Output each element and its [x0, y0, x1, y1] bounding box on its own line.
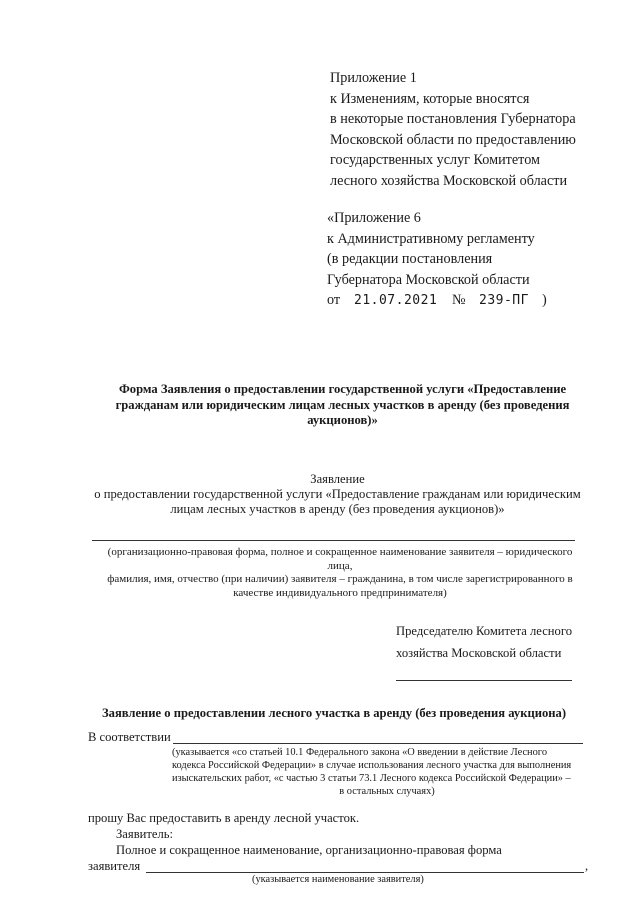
form-title-line: гражданам или юридическим лицам лесных участков в аренду (без проведения [115, 397, 570, 412]
appendix-1-line: лесного хозяйства Московской области [330, 172, 568, 189]
applicant-name-blank-line[interactable] [146, 872, 584, 873]
close-paren: ) [542, 292, 547, 308]
accordance-hint-line: изыскательских работ, «с частью 3 статьи 73.1 Лесного кодекса Российской Федерации» – [172, 773, 571, 784]
appendix-1-line: государственных услуг Комитетом [330, 152, 540, 168]
applicant-field-end: , [585, 859, 589, 873]
appendix-6-line: к Административному регламенту [327, 230, 535, 247]
application-header-line: лицам лесных участков в аренду (без проведения аукционов)» [170, 502, 505, 516]
applicant-hint-line: качестве индивидуального предпринимателя) [233, 586, 447, 599]
appendix-1-line: Приложение 1 [330, 70, 417, 86]
form-title-line: Форма Заявления о предоставлении государственной услуги «Предоставление [118, 382, 567, 396]
applicant-hint-line: лица, [327, 559, 353, 572]
accordance-blank-line[interactable] [173, 743, 583, 744]
name-hint: (указывается наименование заявителя) [252, 874, 424, 885]
appendix-6-line: Губернатора Московской области [327, 271, 530, 288]
appendix-1-line: Московской области по предоставлению [330, 131, 576, 148]
appendix-1-line: к Изменениям, которые вносятся [330, 90, 530, 107]
application-header-line: о предоставлении государственной услуги «Предоставление гражданам или юридическим [94, 487, 581, 501]
addressee-line-1: Председателю Комитета лесного [396, 624, 572, 638]
form-title-line: аукционов)» [307, 413, 378, 427]
application-header [80, 472, 595, 517]
number-sign: № [452, 292, 466, 308]
appendix-6-line: «Приложение 6 [327, 210, 421, 226]
applicant-hint-line: фамилия, имя, отчество (при наличии) заявителя – гражданина, в том числе зарегистрированного в [107, 573, 573, 585]
application-header-line: Заявление [310, 472, 365, 486]
appendix-1-block [330, 68, 576, 191]
section-title: Заявление о предоставлении лесного участка в аренду (без проведения аукциона) [102, 706, 567, 720]
appendix-6-block [327, 208, 535, 290]
applicant-blank-line[interactable] [92, 540, 575, 541]
addressee-blank-line[interactable] [396, 680, 572, 681]
appendix-6-line: (в редакции постановления [327, 251, 493, 267]
appendix-6-date-line [327, 290, 557, 311]
appendix-1-line: в некоторые постановления Губернатора [330, 111, 576, 127]
applicant-label: Заявитель: [116, 827, 173, 841]
request-text: прошу Вас предоставить в аренду лесной участок. [88, 811, 360, 825]
accordance-label: В соответствии [88, 730, 171, 744]
applicant-hint [85, 546, 595, 600]
accordance-hint-line: (указывается «со статьей 10.1 Федерального закона «О введении в действие Лесного [172, 747, 548, 758]
addressee-line-2: хозяйства Московской области [396, 646, 562, 660]
full-name-label: Полное и сокращенное наименование, организационно-правовая форма [116, 843, 502, 857]
form-title [95, 382, 590, 429]
applicant-field-label: заявителя [88, 859, 141, 873]
accordance-hint-line: кодекса Российской Федерации» в случае использования лесного участка для выполнения [172, 760, 572, 771]
applicant-hint-line: (организационно-правовая форма, полное и сокращенное наименование заявителя – юридического [107, 546, 573, 558]
decree-date: 21.07.2021 [354, 293, 438, 308]
accordance-hint-line: в остальных случаях) [339, 786, 435, 797]
decree-number: 239-ПГ [479, 293, 529, 308]
accordance-hint [172, 746, 602, 798]
date-prefix: от [327, 292, 341, 308]
